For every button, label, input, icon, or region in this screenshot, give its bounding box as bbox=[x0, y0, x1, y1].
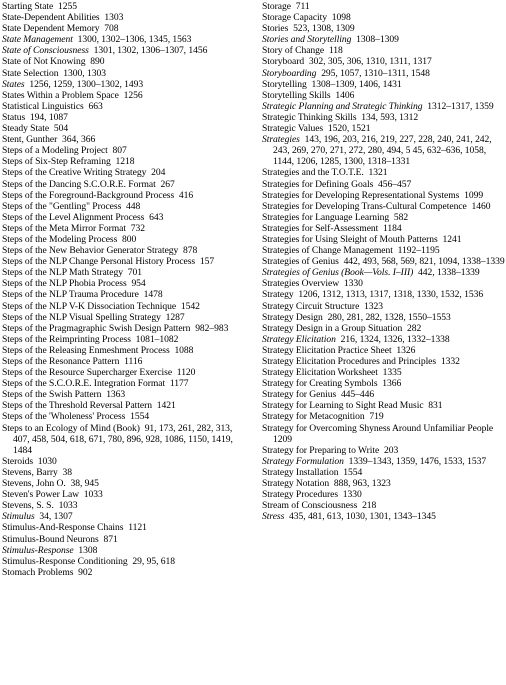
index-term: Stimulus-Bound Neurons bbox=[2, 533, 99, 545]
index-pages: 1218 bbox=[115, 156, 135, 168]
index-entry bbox=[262, 245, 505, 256]
index-term: Strategies of Genius bbox=[262, 256, 339, 268]
index-entry bbox=[2, 256, 248, 267]
index-term: Strategies for Language Learning bbox=[262, 211, 390, 223]
index-entry bbox=[262, 334, 505, 345]
index-term: Stimulus-Response Conditioning bbox=[2, 555, 128, 567]
index-entry bbox=[2, 567, 248, 578]
index-entry bbox=[2, 456, 248, 467]
index-entry bbox=[2, 34, 248, 45]
index-entry bbox=[262, 312, 505, 323]
index-entry bbox=[262, 478, 505, 489]
index-term: Strategic Thinking Skills bbox=[262, 111, 357, 123]
index-pages: 1241 bbox=[442, 233, 462, 245]
index-pages: 1326 bbox=[396, 344, 416, 356]
index-term: Steps of the NLP Change Personal History Process bbox=[2, 256, 196, 268]
index-term: Strategies and the T.O.T.E. bbox=[262, 167, 364, 179]
index-entry bbox=[2, 179, 248, 190]
index-entry bbox=[262, 201, 505, 212]
index-pages: 1335 bbox=[382, 367, 402, 379]
index-entry bbox=[2, 545, 248, 556]
index-entry bbox=[262, 356, 505, 367]
index-entry bbox=[2, 234, 248, 245]
index-term: Steps of the NLP Phobia Process bbox=[2, 278, 127, 290]
index-entry bbox=[2, 79, 248, 90]
index-term: Steps of the Swish Pattern bbox=[2, 389, 102, 401]
index-pages: 282 bbox=[406, 322, 422, 334]
index-term: Strategies of Genius (Book—Vols. I–III) bbox=[262, 267, 414, 279]
index-entry bbox=[2, 556, 248, 567]
index-term: Stream of Consciousness bbox=[262, 500, 358, 512]
index-entry bbox=[2, 56, 248, 67]
index-entry bbox=[2, 156, 248, 167]
index-term: Strategy for Genius bbox=[262, 389, 337, 401]
index-term: Steps of the Level Alignment Process bbox=[2, 211, 145, 223]
index-term: Strategy Elicitation Worksheet bbox=[262, 367, 378, 379]
index-pages: 1308–1309 bbox=[356, 34, 399, 46]
index-entry bbox=[262, 467, 505, 478]
index-term: Stimulus-And-Response Chains bbox=[2, 522, 124, 534]
index-entry bbox=[262, 267, 505, 278]
index-entry bbox=[2, 1, 248, 12]
index-entry bbox=[262, 90, 505, 101]
index-entry bbox=[262, 423, 505, 445]
index-entry bbox=[262, 378, 505, 389]
index-term: Steps to an Ecology of Mind (Book) bbox=[2, 422, 140, 434]
index-term: Stories bbox=[262, 23, 289, 35]
index-term: Stimulus-Response bbox=[2, 544, 74, 556]
index-pages: 663 bbox=[88, 100, 103, 112]
index-entry bbox=[2, 489, 248, 500]
index-entry bbox=[2, 90, 248, 101]
index-pages: 1339–1343, 1359, 1476, 1533, 1537 bbox=[348, 455, 487, 467]
index-pages: 1098 bbox=[331, 12, 351, 24]
index-term: Storage Capacity bbox=[262, 12, 328, 24]
index-term: Strategy bbox=[262, 289, 294, 301]
index-term: Strategy for Preparing to Write bbox=[262, 444, 380, 456]
index-term: State of Not Knowing bbox=[2, 56, 86, 68]
index-entry bbox=[2, 511, 248, 522]
index-column-right bbox=[262, 1, 505, 522]
index-entry bbox=[262, 489, 505, 500]
index-pages: 203 bbox=[384, 444, 399, 456]
index-pages: 442, 493, 568, 569, 821, 1094, 1338–1339 bbox=[343, 256, 505, 268]
index-entry bbox=[262, 400, 505, 411]
index-pages: 1332 bbox=[440, 356, 460, 367]
index-term: Stress bbox=[262, 511, 285, 523]
index-pages: 1033 bbox=[58, 500, 78, 512]
index-pages: 91, 173, 261, 282, 313, 407, 458, 504, 618, 671, 780, 896, 928, 1086, 1150, 1419, 1484 bbox=[13, 422, 233, 456]
index-pages: 302, 305, 306, 1310, 1311, 1317 bbox=[308, 56, 432, 68]
index-term: Steps of the NLP V-K Dissociation Technique bbox=[2, 300, 177, 312]
index-pages: 701 bbox=[127, 267, 142, 279]
index-entry bbox=[262, 278, 505, 289]
index-pages: 267 bbox=[160, 178, 175, 190]
index-term: Steps of the Reimprinting Process bbox=[2, 333, 131, 345]
index-entry bbox=[262, 411, 505, 422]
index-term: States Within a Problem Space bbox=[2, 89, 119, 101]
index-term: Starting State bbox=[2, 1, 54, 12]
index-pages: 1542 bbox=[180, 300, 200, 312]
index-entry bbox=[262, 12, 505, 23]
index-entry bbox=[262, 112, 505, 123]
index-term: Steps of the Meta Mirror Format bbox=[2, 222, 126, 234]
index-pages: 800 bbox=[122, 233, 137, 245]
index-pages: 38 bbox=[62, 466, 73, 478]
index-entry bbox=[262, 167, 505, 178]
index-entry bbox=[262, 389, 505, 400]
index-pages: 831 bbox=[428, 400, 443, 412]
index-entry bbox=[262, 101, 505, 112]
index-pages: 157 bbox=[199, 256, 215, 268]
index-pages: 442, 1338–1339 bbox=[418, 267, 480, 279]
index-pages: 1303 bbox=[104, 12, 124, 24]
index-pages: 1177 bbox=[169, 378, 189, 390]
index-term: Steps of the New Behavior Generator Strategy bbox=[2, 245, 179, 257]
index-pages: 1363 bbox=[106, 389, 126, 401]
index-term: State Management bbox=[2, 34, 73, 46]
index-entry bbox=[262, 234, 505, 245]
index-pages: 280, 281, 282, 1328, 1550–1553 bbox=[327, 311, 451, 323]
index-pages: 732 bbox=[130, 222, 145, 234]
index-entry bbox=[262, 301, 505, 312]
index-pages: 1308–1309, 1406, 1431 bbox=[311, 78, 402, 90]
index-term: Steps of the Dancing S.C.O.R.E. Format bbox=[2, 178, 156, 190]
index-entry bbox=[2, 345, 248, 356]
index-entry bbox=[2, 389, 248, 400]
index-term: Strategy Elicitation Procedures and Principles bbox=[262, 356, 437, 367]
index-entry bbox=[2, 323, 248, 334]
index-term: Steady State bbox=[2, 123, 50, 135]
index-pages: 143, 196, 203, 216, 219, 227, 228, 240, 241, 242, 243, 269, 270, 271, 272, 280, 494, 5 45, 632–636, 1058, 1144, 1206, 1285, 1300, 1318–1331 bbox=[273, 134, 492, 168]
index-pages: 982–983 bbox=[195, 322, 229, 334]
index-entry bbox=[262, 1, 505, 12]
index-term: Strategies bbox=[262, 134, 300, 146]
index-term: Steps of the Releasing Enmeshment Process bbox=[2, 344, 170, 356]
index-pages: 416 bbox=[178, 189, 194, 201]
index-term: Steps of the NLP Math Strategy bbox=[2, 267, 123, 279]
index-term: Strategic Values bbox=[262, 123, 324, 135]
index-pages: 1121 bbox=[128, 522, 147, 534]
index-entry bbox=[262, 445, 505, 456]
index-entry bbox=[2, 467, 248, 478]
index-pages: 1554 bbox=[343, 466, 363, 478]
index-term: State of Consciousness bbox=[2, 45, 89, 57]
index-term: Strategy Elicitation Practice Sheet bbox=[262, 344, 392, 356]
index-pages: 1301, 1302, 1306–1307, 1456 bbox=[93, 45, 208, 57]
index-term: Strategic Planning and Strategic Thinking bbox=[262, 100, 423, 112]
index-pages: 1308 bbox=[78, 544, 98, 556]
index-pages: 216, 1324, 1326, 1332–1338 bbox=[340, 333, 450, 345]
index-pages: 34, 1307 bbox=[39, 511, 73, 523]
index-entry bbox=[2, 123, 248, 134]
index-entry bbox=[262, 345, 505, 356]
index-term: Stories and Storytelling bbox=[262, 34, 352, 46]
index-entry bbox=[2, 23, 248, 34]
index-entry bbox=[262, 212, 505, 223]
index-pages: 1287 bbox=[165, 311, 185, 323]
index-pages: 1330 bbox=[343, 278, 363, 290]
index-entry bbox=[2, 378, 248, 389]
index-pages: 1033 bbox=[83, 489, 103, 501]
index-pages: 435, 481, 613, 1030, 1301, 1343–1345 bbox=[289, 511, 436, 523]
index-term: Stent, Gunther bbox=[2, 134, 58, 146]
index-entry bbox=[2, 201, 248, 212]
index-pages: 1192–1195 bbox=[397, 245, 440, 257]
index-entry bbox=[2, 301, 248, 312]
index-term: Stevens, Barry bbox=[2, 466, 58, 478]
index-term: Strategy for Learning to Sight Read Music bbox=[262, 400, 424, 412]
index-pages: 204 bbox=[151, 167, 166, 179]
index-entry bbox=[2, 356, 248, 367]
index-entry bbox=[2, 223, 248, 234]
index-entry bbox=[2, 145, 248, 156]
index-term: Statistical Linguistics bbox=[2, 100, 84, 112]
index-pages: 1520, 1521 bbox=[327, 123, 371, 135]
index-pages: 118 bbox=[328, 45, 343, 57]
index-pages: 1330 bbox=[342, 489, 362, 501]
index-entry bbox=[262, 511, 505, 522]
index-term: Storytelling Skills bbox=[262, 89, 331, 101]
index-term: Strategy Design in a Group Situation bbox=[262, 322, 403, 334]
index-pages: 1081–1082 bbox=[135, 333, 179, 345]
index-entry bbox=[2, 267, 248, 278]
index-term: State Dependent Memory bbox=[2, 23, 100, 35]
index-pages: 1206, 1312, 1313, 1317, 1318, 1330, 1532, 1536 bbox=[298, 289, 484, 301]
index-pages: 1323 bbox=[364, 300, 384, 312]
index-term: Storyboarding bbox=[262, 67, 317, 79]
index-entry bbox=[2, 534, 248, 545]
index-entry bbox=[2, 400, 248, 411]
index-pages: 878 bbox=[183, 245, 198, 257]
index-pages: 1554 bbox=[130, 411, 150, 423]
index-pages: 218 bbox=[362, 500, 377, 512]
index-entry bbox=[2, 101, 248, 112]
index-entry bbox=[262, 323, 505, 334]
index-term: Strategy Notation bbox=[262, 478, 330, 490]
index-term: Steps of the 'Wholeness' Process bbox=[2, 411, 126, 423]
index-pages: 194, 1087 bbox=[29, 111, 68, 123]
index-pages: 1300, 1303 bbox=[63, 67, 106, 79]
index-entry bbox=[262, 179, 505, 190]
index-term: Steps of the Modeling Process bbox=[2, 233, 118, 245]
index-term: Steroids bbox=[2, 455, 34, 467]
index-pages: 523, 1308, 1309 bbox=[293, 23, 355, 35]
index-pages: 719 bbox=[369, 411, 384, 423]
index-term: Steps of the "Gentling" Process bbox=[2, 200, 122, 212]
index-term: Story of Change bbox=[262, 45, 325, 57]
index-entry bbox=[262, 367, 505, 378]
index-entry bbox=[2, 478, 248, 489]
index-term: Stomach Problems bbox=[2, 566, 74, 578]
index-term: Status bbox=[2, 111, 26, 123]
index-pages: 29, 95, 618 bbox=[132, 555, 176, 567]
index-pages: 643 bbox=[149, 211, 164, 223]
index-entry bbox=[262, 34, 505, 45]
index-entry bbox=[2, 68, 248, 79]
index-pages: 1460 bbox=[471, 200, 491, 212]
index-term: Strategies for Defining Goals bbox=[262, 178, 374, 190]
index-pages: 1116 bbox=[124, 356, 143, 367]
index-term: Strategy for Creating Symbols bbox=[262, 378, 378, 390]
index-term: Stevens, S. S. bbox=[2, 500, 54, 512]
index-entry bbox=[2, 190, 248, 201]
index-term: Steps of Six-Step Reframing bbox=[2, 156, 111, 168]
index-term: States bbox=[2, 78, 25, 90]
index-entry bbox=[262, 56, 505, 67]
index-pages: 1120 bbox=[176, 367, 196, 379]
index-entry bbox=[262, 190, 505, 201]
index-entry bbox=[262, 256, 505, 267]
index-term: Strategy for Overcoming Shyness Around Unfamiliar People bbox=[262, 422, 494, 434]
index-pages: 1406 bbox=[335, 89, 355, 101]
index-entry bbox=[2, 12, 248, 23]
index-pages: 504 bbox=[53, 123, 69, 135]
index-term: Strategy Installation bbox=[262, 466, 339, 478]
index-term: Steps of a Modeling Project bbox=[2, 145, 108, 157]
index-term: Steven's Power Law bbox=[2, 489, 80, 501]
index-entry bbox=[262, 68, 505, 79]
index-term: State-Dependent Abilities bbox=[2, 12, 100, 24]
index-term: Strategies for Self-Assessment bbox=[262, 222, 379, 234]
index-pages: 456–457 bbox=[378, 178, 412, 190]
index-term: Strategy Circuit Structure bbox=[262, 300, 360, 312]
index-pages: 134, 593, 1312 bbox=[361, 111, 419, 123]
index-pages: 295, 1057, 1310–1311, 1548 bbox=[321, 67, 430, 79]
index-entry bbox=[262, 123, 505, 134]
index-term: Strategies Overview bbox=[262, 278, 340, 290]
index-pages: 954 bbox=[131, 278, 146, 290]
index-term: Strategy Procedures bbox=[262, 489, 339, 501]
index-term: Strategies for Developing Trans-Cultural Competence bbox=[262, 200, 467, 212]
index-term: Strategy Elicitation bbox=[262, 333, 336, 345]
index-pages: 888, 963, 1323 bbox=[333, 478, 391, 490]
index-term: Steps of the S.C.O.R.E. Integration Format bbox=[2, 378, 166, 390]
index-term: Strategy for Metacognition bbox=[262, 411, 365, 423]
index-pages: 1184 bbox=[383, 222, 402, 234]
index-entry bbox=[2, 112, 248, 123]
index-pages: 38, 945 bbox=[70, 478, 99, 490]
index-entry bbox=[2, 312, 248, 323]
index-entry bbox=[2, 500, 248, 511]
index-entry bbox=[262, 134, 505, 167]
index-pages: 1088 bbox=[174, 344, 194, 356]
index-term: Steps of the NLP Trauma Procedure bbox=[2, 289, 139, 301]
index-term: Steps of the Pragmagraphic Swish Design Pattern bbox=[2, 322, 191, 334]
index-pages: 871 bbox=[103, 533, 118, 545]
index-term: Strategies for Using Sleight of Mouth Patterns bbox=[262, 233, 438, 245]
index-pages: 1421 bbox=[156, 400, 176, 412]
index-pages: 582 bbox=[393, 211, 409, 223]
index-entry bbox=[2, 245, 248, 256]
index-entry bbox=[2, 367, 248, 378]
index-pages: 711 bbox=[295, 1, 310, 12]
index-pages: 448 bbox=[126, 200, 141, 212]
index-pages: 1321 bbox=[368, 167, 388, 179]
index-term: Steps of the Threshold Reversal Pattern bbox=[2, 400, 153, 412]
index-term: Strategies of Change Management bbox=[262, 245, 393, 257]
index-entry bbox=[262, 223, 505, 234]
index-term: Steps of the Creative Writing Strategy bbox=[2, 167, 147, 179]
index-pages: 890 bbox=[90, 56, 105, 68]
index-pages: 1478 bbox=[143, 289, 163, 301]
index-entry bbox=[262, 289, 505, 300]
index-pages: 1255 bbox=[58, 1, 78, 12]
index-term: Stimulus bbox=[2, 511, 35, 523]
index-pages: 1256, 1259, 1300–1302, 1493 bbox=[29, 78, 144, 90]
index-column-left bbox=[2, 1, 248, 578]
index-entry bbox=[262, 23, 505, 34]
index-term: Steps of the NLP Visual Spelling Strategy bbox=[2, 311, 161, 323]
index-pages: 1099 bbox=[464, 189, 484, 201]
index-entry bbox=[262, 79, 505, 90]
index-pages: 1256 bbox=[123, 89, 143, 101]
index-pages: 1209 bbox=[273, 433, 292, 445]
index-entry bbox=[2, 278, 248, 289]
index-term: Steps of the Foreground-Background Process bbox=[2, 189, 175, 201]
index-pages: 1300, 1302–1306, 1345, 1563 bbox=[77, 34, 192, 46]
index-pages: 708 bbox=[104, 23, 119, 35]
index-term: Steps of the Resonance Pattern bbox=[2, 356, 120, 367]
index-pages: 902 bbox=[78, 566, 93, 578]
index-entry bbox=[2, 167, 248, 178]
index-term: State Selection bbox=[2, 67, 59, 79]
index-entry bbox=[2, 212, 248, 223]
index-entry bbox=[262, 45, 505, 56]
index-entry bbox=[262, 456, 505, 467]
index-pages: 445–446 bbox=[340, 389, 375, 401]
index-pages: 1030 bbox=[37, 455, 57, 467]
index-term: Strategies for Developing Representational Systems bbox=[262, 189, 460, 201]
index-entry bbox=[2, 45, 248, 56]
index-entry bbox=[2, 289, 248, 300]
index-term: Steps of the Resource Supercharger Exercise bbox=[2, 367, 173, 379]
index-entry bbox=[2, 134, 248, 145]
index-term: Stevens, John O. bbox=[2, 478, 66, 490]
index-term: Storyboard bbox=[262, 56, 305, 68]
index-term: Strategy Design bbox=[262, 311, 323, 323]
index-entry bbox=[2, 423, 248, 456]
index-term: Storytelling bbox=[262, 78, 307, 90]
index-entry bbox=[262, 500, 505, 511]
index-entry bbox=[2, 411, 248, 422]
index-term: Storage bbox=[262, 1, 291, 12]
index-entry bbox=[2, 522, 248, 533]
index-pages: 364, 366 bbox=[62, 134, 96, 146]
index-pages: 1312–1317, 1359 bbox=[427, 100, 494, 112]
index-entry bbox=[2, 334, 248, 345]
index-term: Strategy Formulation bbox=[262, 455, 344, 467]
index-pages: 807 bbox=[112, 145, 127, 157]
index-pages: 1366 bbox=[382, 378, 402, 390]
